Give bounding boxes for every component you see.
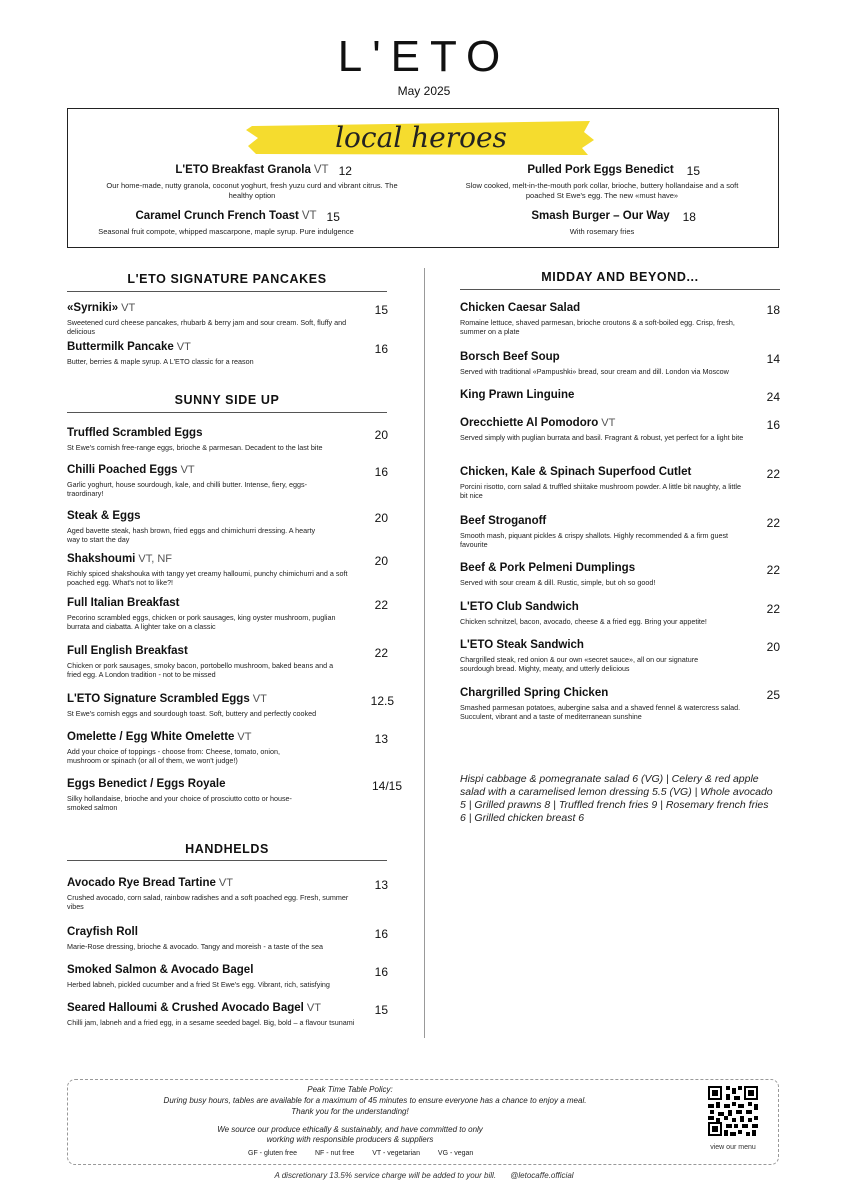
item-price: 16 (374, 965, 388, 979)
item-tag: VT (252, 693, 267, 705)
item-tag: VT (301, 210, 317, 222)
item-name: Chicken Caesar Salad (460, 302, 581, 314)
sourcing-text: working with responsible producers & suppliers (266, 1135, 434, 1144)
section-divider (67, 412, 387, 413)
menu-item (67, 731, 307, 765)
item-desc: St Ewe's cornish free-range eggs, brioche & parmesan. Decadent to the last bite (67, 443, 323, 452)
menu-item (460, 601, 755, 626)
menu-item (67, 510, 327, 544)
local-heroes-title: local heroes (335, 121, 507, 154)
item-desc: Slow cooked, melt-in-the-mouth pork collar, brioche, buttery hollandaise and a soft poached St Ewe's egg. The new «must have» (465, 181, 739, 200)
item-desc: With rosemary fries (569, 227, 635, 236)
item-name: Chilli Poached Eggs (67, 464, 178, 476)
menu-item (460, 515, 730, 549)
item-tag: VT, NF (138, 553, 173, 565)
item-desc: Seasonal fruit compote, whipped mascarpone, maple syrup. Pure indulgence (98, 227, 354, 236)
item-name: Seared Halloumi & Crushed Avocado Bagel (67, 1002, 304, 1014)
legend-item: VT - vegetarian (372, 1150, 420, 1157)
item-desc: Crushed avocado, corn salad, rainbow radishes and a soft poached egg. Fresh, summer vibes (67, 893, 349, 911)
menu-item (460, 562, 745, 587)
hero-item (76, 210, 376, 237)
legend-item: NF - nut free (314, 1150, 355, 1157)
item-price: 24 (766, 390, 780, 404)
item-name: Orecchiette Al Pomodoro (460, 417, 599, 429)
item-name: Caramel Crunch French Toast (135, 210, 299, 222)
qr-code-icon[interactable] (708, 1086, 758, 1136)
item-name: Chargrilled Spring Chicken (460, 687, 609, 699)
item-price: 22 (766, 602, 780, 616)
menu-item (460, 639, 720, 673)
menu-item (460, 687, 750, 721)
item-name: Full English Breakfast (67, 645, 188, 657)
item-name: King Prawn Linguine (460, 389, 575, 401)
item-desc: Chicken schnitzel, bacon, avocado, cheese & a fried egg. Bring your appetite! (460, 617, 707, 626)
item-tag: VT (218, 877, 233, 889)
item-name: Buttermilk Pancake (67, 341, 174, 353)
item-price: 18 (682, 210, 696, 224)
item-name: Full Italian Breakfast (67, 597, 180, 609)
section-divider (67, 291, 387, 292)
item-price: 22 (766, 467, 780, 481)
menu-item (460, 389, 745, 401)
item-name: Truffled Scrambled Eggs (67, 427, 203, 439)
section-title-sunny: SUNNY SIDE UP (174, 393, 280, 407)
section-divider (460, 289, 780, 290)
dietary-legend (248, 1150, 489, 1157)
item-price: 25 (766, 688, 780, 702)
item-price: 15 (326, 210, 340, 224)
item-price: 15 (374, 303, 388, 317)
item-name: L'ETO Steak Sandwich (460, 639, 584, 651)
item-price: 16 (374, 465, 388, 479)
section-title-midday: MIDDAY AND BEYOND... (541, 270, 699, 284)
menu-item (67, 964, 372, 989)
item-name: Shakshoumi (67, 553, 136, 565)
item-desc: Smooth mash, piquant pickles & crispy shallots. Highly recommended & a firm guest favourite (460, 531, 729, 549)
item-price: 20 (374, 428, 388, 442)
item-name: Smash Burger – Our Way (531, 210, 670, 222)
hero-item (452, 164, 752, 200)
section-title-pancakes: L'ETO SIGNATURE PANCAKES (127, 272, 327, 286)
item-price: 13 (374, 732, 388, 746)
item-desc: Served simply with puglian burrata and basil. Fragrant & robust, yet perfect for a light bite (460, 433, 744, 442)
item-price: 13 (374, 878, 388, 892)
menu-item (67, 693, 362, 718)
menu-item (67, 645, 337, 679)
section-title-handhelds: HANDHELDS (185, 842, 269, 856)
item-desc: Romaine lettuce, shaved parmesan, brioche croutons & a soft-boiled egg. Crisp, fresh, summer on a plate (460, 318, 735, 336)
item-tag: VT (313, 164, 329, 176)
item-name: Eggs Benedict / Eggs Royale (67, 778, 226, 790)
item-tag: VT (237, 731, 252, 743)
item-name: Borsch Beef Soup (460, 351, 560, 363)
item-desc: Served with sour cream & dill. Rustic, simple, but oh so good! (460, 578, 656, 587)
item-desc: Chilli jam, labneh and a fried egg, in a sesame seeded bagel. Big, bold – a flavour tsunami (67, 1018, 355, 1027)
item-price: 14/15 (371, 779, 402, 793)
item-price: 15 (374, 1003, 388, 1017)
menu-item (460, 302, 745, 336)
item-desc: Silky hollandaise, brioche and your choice of prosciutto cotto or house-smoked salmon (67, 794, 292, 812)
service-note (0, 1171, 848, 1180)
item-desc: Marie-Rose dressing, brioche & avocado. Tangy and moreish - a taste of the sea (67, 942, 323, 951)
menu-item (460, 417, 745, 442)
item-price: 22 (374, 646, 388, 660)
item-desc: Pecorino scrambled eggs, chicken or pork sausages, king oyster mushroom, puglian burrata and ciabatta. A lighter take on a classic (67, 613, 336, 631)
brand-title: L'ETO (337, 32, 511, 81)
item-desc: Smashed parmesan potatoes, aubergine salsa and a shaved fennel & watercress salad. Succulent, vibrant and a taste of mediterranean sunshine (460, 703, 741, 721)
menu-item (67, 926, 367, 951)
menu-item (67, 302, 357, 336)
item-name: Avocado Rye Bread Tartine (67, 877, 216, 889)
item-name: Omelette / Egg White Omelette (67, 731, 235, 743)
menu-item (67, 341, 357, 366)
menu-date: May 2025 (397, 84, 451, 98)
item-name: L'ETO Signature Scrambled Eggs (67, 693, 250, 705)
column-divider (424, 268, 425, 1038)
item-price: 20 (766, 640, 780, 654)
item-desc: Herbed labneh, pickled cucumber and a fried St Ewe's egg. Vibrant, rich, satisfying (67, 980, 330, 989)
local-heroes-box (67, 108, 779, 248)
item-price: 20 (374, 554, 388, 568)
policy-text: During busy hours, tables are available for a maximum of 45 minutes to ensure everyone has a chance to enjoy a meal. (163, 1096, 587, 1105)
item-name: Beef & Pork Pelmeni Dumplings (460, 562, 636, 574)
item-desc: Add your choice of toppings - choose from: Cheese, tomato, onion, mushroom or spinach (or all of them, we won't judge!) (67, 747, 280, 765)
service-charge-text: A discretionary 13.5% service charge will be added to your bill. (274, 1171, 497, 1180)
item-price: 22 (766, 516, 780, 530)
menu-item (67, 464, 327, 498)
item-tag: VT (121, 302, 136, 314)
item-price: 14 (766, 352, 780, 366)
item-desc: Aged bavette steak, hash brown, fried eggs and chimichurri dressing. A hearty way to start the day (67, 526, 316, 544)
policy-title: Peak Time Table Policy: (307, 1085, 393, 1094)
item-desc: Our home-made, nutty granola, coconut yoghurt, fresh yuzu curd and vibrant citrus. The healthy option (106, 181, 398, 200)
sides-list: Hispi cabbage & pomegranate salad 6 (VG) | Celery & red apple salad with a caramelised lemon dressing 5.5 (VG) | Whole avocado 5 | Grilled prawns 8 | Truffled french fries 9 | Rosemary french fries 6 | Grilled chicken breast 6 (460, 773, 773, 824)
item-desc: Garlic yoghurt, house sourdough, kale, and chilli butter. Intense, fiery, eggs-traordinary! (67, 480, 307, 498)
item-tag: VT (601, 417, 616, 429)
item-price: 18 (766, 303, 780, 317)
item-name: Chicken, Kale & Spinach Superfood Cutlet (460, 466, 692, 478)
item-desc: Butter, berries & maple syrup. A L'ETO classic for a reason (67, 357, 254, 366)
item-desc: St Ewe's cornish eggs and sourdough toast. Soft, buttery and perfectly cooked (67, 709, 317, 718)
menu-item (67, 553, 359, 587)
item-name: Pulled Pork Eggs Benedict (527, 164, 674, 176)
item-name: Steak & Eggs (67, 510, 141, 522)
item-name: Smoked Salmon & Avocado Bagel (67, 964, 254, 976)
hero-item (452, 210, 752, 237)
legend-item: GF - gluten free (248, 1150, 298, 1157)
hero-item (102, 164, 402, 200)
item-tag: VT (180, 464, 195, 476)
item-tag: VT (176, 341, 191, 353)
item-desc: Richly spiced shakshouka with tangy yet creamy halloumi, punchy chimichurri and a soft poached egg. What's not to like?! (67, 569, 348, 587)
item-price: 20 (374, 511, 388, 525)
item-desc: Chicken or pork sausages, smoky bacon, portobello mushroom, baked beans and a fried egg. A London tradition - not to be missed (67, 661, 334, 679)
policy-thanks: Thank you for the understanding! (291, 1107, 409, 1116)
menu-item (460, 466, 745, 500)
item-price: 12 (338, 164, 352, 178)
menu-item (67, 597, 352, 631)
item-price: 12.5 (370, 694, 394, 708)
qr-label: view our menu (710, 1144, 756, 1151)
item-price: 16 (374, 927, 388, 941)
item-name: Beef Stroganoff (460, 515, 547, 527)
item-name: Crayfish Roll (67, 926, 138, 938)
item-desc: Served with traditional «Pampushki» bread, sour cream and dill. London via Moscow (460, 367, 729, 376)
menu-item (460, 351, 770, 376)
legend-item: VG - vegan (437, 1150, 474, 1157)
social-handle[interactable]: @letocaffe.official (510, 1171, 574, 1180)
menu-item (67, 877, 362, 911)
item-price: 22 (374, 598, 388, 612)
item-name: L'ETO Club Sandwich (460, 601, 579, 613)
menu-item (67, 1002, 367, 1027)
item-desc: Chargrilled steak, red onion & our own «secret sauce», all on our signature sourdough bread. Mighty, meaty, and utterly delicious (460, 655, 699, 673)
menu-item (67, 778, 307, 812)
item-desc: Sweetened curd cheese pancakes, rhubarb & berry jam and sour cream. Soft, fluffy and delicious (67, 318, 347, 336)
sourcing-text: We source our produce ethically & sustainably, and have committed to only (217, 1125, 483, 1134)
item-desc: Porcini risotto, corn salad & truffled shiitake mushroom powder. A little bit naughty, a little bit nice (460, 482, 741, 500)
item-price: 22 (766, 563, 780, 577)
section-divider (67, 860, 387, 861)
item-tag: VT (306, 1002, 321, 1014)
menu-item (67, 427, 362, 452)
item-price: 16 (374, 342, 388, 356)
item-price: 16 (766, 418, 780, 432)
item-name: «Syrniki» (67, 302, 119, 314)
item-price: 15 (686, 164, 701, 178)
item-name: L'ETO Breakfast Granola (175, 164, 311, 176)
